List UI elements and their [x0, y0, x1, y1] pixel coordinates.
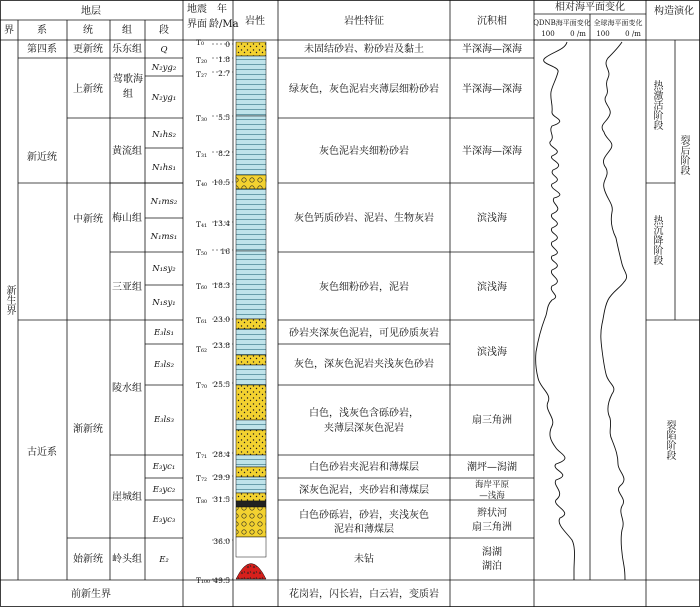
segment-e3ls2: E₃ls₂ — [153, 360, 175, 370]
header-qdnb-curve: QDNB海平面变化 — [533, 19, 591, 27]
segment-n2yg2: N₂yg₂ — [151, 63, 177, 73]
group-huangliu: 黄流组 — [112, 146, 142, 157]
segment-n1hs2: N₁hs₂ — [151, 130, 177, 140]
age-11: 25.5 — [213, 380, 230, 389]
header-sea-level: 相对海平面变化 — [555, 2, 625, 13]
lith-feature-4: 灰色钙质砂岩、泥岩、生物灰岩 — [294, 213, 434, 224]
segment-e3yc2: E₃yc₂ — [152, 485, 176, 495]
segment-e3yc3: E₃yc₃ — [152, 515, 176, 525]
group-yinggehai: 莺歌海组 — [113, 74, 143, 100]
facies-11b: 湖泊 — [482, 561, 502, 572]
facies-5: 滨浅海 — [477, 282, 507, 293]
facies-10b: 扇三角洲 — [472, 522, 512, 533]
lith-feature-6: 砂岩夹深灰色泥岩，可见砂质灰岩 — [289, 328, 439, 339]
segment-n1sy1: N₁sy₁ — [152, 298, 176, 308]
global-scale-100: 100 — [596, 30, 610, 38]
segment-n2yg1: N₂yg₁ — [151, 93, 177, 103]
horizon-t60: T₆₀ — [196, 282, 208, 291]
header-lith-features: 岩性特征 — [344, 16, 384, 27]
header-group: 组 — [122, 25, 132, 36]
lith-shale — [236, 477, 266, 493]
lith-gravel — [236, 507, 266, 537]
age-0: 0 — [225, 40, 230, 49]
lith-feature-3: 灰色泥岩夹细粉砂岩 — [319, 146, 409, 157]
header-series: 统 — [83, 25, 93, 36]
series-oligocene: 渐新统 — [73, 424, 103, 435]
facies-10a: 辫状河 — [477, 508, 507, 519]
era-pre-cenozoic: 前新生界 — [71, 589, 111, 600]
header-strata: 地层 — [81, 6, 101, 17]
group-lingshui: 陵水组 — [112, 383, 142, 394]
facies-2: 半深海—深海 — [462, 84, 522, 95]
header-system: 系 — [37, 25, 47, 36]
lith-feature-10: 深灰色泥岩，夹砂岩和薄煤层 — [299, 485, 429, 496]
tectonic-post-rift: 裂后阶段 — [678, 135, 689, 175]
horizon-t71: T₇₁ — [196, 451, 208, 460]
age-12: 28.4 — [213, 450, 230, 459]
horizon-t20: T₂₀ — [196, 56, 208, 65]
tectonic-thermal-subsidence: 热沉降阶段 — [651, 215, 662, 265]
facies-1: 半深海—深海 — [462, 44, 522, 55]
tectonic-rifting: 裂陷阶段 — [664, 420, 675, 460]
segment-n1ms1: N₁ms₁ — [150, 232, 178, 242]
header-lithology: 岩性 — [245, 16, 265, 27]
age-14: 31.5 — [213, 495, 230, 504]
group-yacheng: 崖城组 — [112, 492, 142, 503]
horizon-t50: T₅₀ — [196, 248, 208, 257]
group-sanya: 三亚组 — [112, 282, 142, 293]
age-3: 5.5 — [218, 113, 230, 122]
lith-granite — [236, 564, 266, 580]
age-16: 49.5 — [213, 576, 230, 585]
header-facies: 沉积相 — [477, 16, 507, 27]
segment-n1ms2: N₁ms₂ — [150, 197, 178, 207]
facies-11a: 潟湖 — [482, 547, 502, 558]
lith-undrilled — [236, 537, 266, 557]
segment-q: Q — [160, 45, 168, 55]
lith-sand — [236, 385, 266, 420]
lith-shale — [236, 420, 266, 430]
group-lingtou: 岭头组 — [112, 554, 142, 565]
lith-feature-9: 白色砂岩夹泥岩和薄煤层 — [309, 462, 419, 473]
series-upper-neogene: 上新统 — [73, 84, 103, 95]
header-global-curve: 全球海平面变化 — [593, 19, 643, 27]
horizon-t72: T₇₂ — [196, 474, 208, 483]
horizon-t80: T₈₀ — [196, 496, 208, 505]
header-segment: 段 — [159, 25, 169, 36]
qdnb-scale-100: 100 — [541, 30, 555, 38]
lith-feature-8a: 白色，浅灰色含砾砂岩， — [309, 408, 419, 419]
lith-gravel — [236, 175, 266, 189]
age-10: 23.8 — [213, 341, 230, 350]
lith-feature-13: 花岗岩，闪长岩，白云岩，变质岩 — [289, 589, 439, 600]
facies-8: 潮坪—潟湖 — [467, 462, 517, 473]
segment-e3yc1: E₃yc₁ — [152, 462, 176, 472]
lith-sand — [236, 493, 266, 501]
tectonic-thermal-activation: 热激活阶段 — [651, 80, 662, 130]
lith-shale — [236, 116, 266, 182]
lith-sand — [236, 355, 266, 365]
horizon-t0: T₀ — [196, 38, 205, 47]
lith-shale — [236, 189, 266, 251]
lith-sand — [236, 430, 266, 455]
qdnb-sea-level-curve — [536, 42, 575, 580]
group-meishan: 梅山组 — [112, 213, 142, 224]
lith-shale — [236, 56, 266, 116]
age-15: 36.0 — [213, 537, 230, 546]
horizon-t61: T₆₁ — [196, 316, 208, 325]
lith-sand — [236, 42, 266, 56]
system-quaternary: 第四系 — [27, 44, 57, 55]
era-cenozoic: 新生界 — [4, 285, 15, 315]
age-2: 2.7 — [218, 69, 230, 78]
facies-9b: —浅海 — [479, 491, 505, 501]
lith-feature-1: 未固结砂岩、粉砂岩及黏土 — [304, 44, 424, 55]
qdnb-scale-0: 0 /m — [570, 30, 586, 38]
header-tectonic: 构造演化 — [654, 6, 694, 17]
horizon-t62: T₆₂ — [196, 345, 208, 354]
lith-shale — [236, 251, 266, 319]
age-1: 1.8 — [218, 55, 230, 64]
lithology-column — [236, 42, 266, 579]
horizon-t31: T₃₁ — [196, 150, 208, 159]
global-sea-level-curve — [601, 42, 627, 580]
horizon-t100: T₁₀₀ — [196, 576, 211, 585]
lith-shale — [236, 455, 266, 467]
lith-shale — [236, 365, 266, 385]
segment-n1sy2: N₁sy₂ — [152, 264, 176, 274]
facies-9a: 海岸平原 — [474, 480, 510, 490]
lith-feature-8b: 夹薄层深灰色泥岩 — [324, 423, 404, 434]
lith-sand — [236, 467, 266, 477]
lith-feature-11b: 泥岩和薄煤层 — [334, 524, 394, 535]
facies-3: 半深海—深海 — [462, 146, 522, 157]
lith-feature-11a: 白色砂砾岩，砂岩，夹浅灰色 — [299, 510, 429, 521]
facies-4: 滨浅海 — [477, 213, 507, 224]
horizon-t41: T₄₁ — [196, 220, 208, 229]
age-7: 16 — [220, 247, 230, 256]
lith-feature-7: 灰色，深灰色泥岩夹浅灰色砂岩 — [294, 359, 434, 370]
lith-shale — [236, 329, 266, 355]
global-scale-0: 0 /m — [625, 30, 641, 38]
header-seismic: 地震界面 — [187, 4, 207, 30]
lith-coal — [236, 501, 266, 507]
group-ledong: 乐东组 — [112, 44, 142, 55]
horizon-t70: T₇₀ — [196, 381, 208, 390]
series-holocene: 更新统 — [73, 44, 103, 55]
lith-feature-12: 未钻 — [354, 554, 374, 565]
age-6: 13.4 — [213, 219, 230, 228]
age-5: 10.5 — [213, 178, 230, 187]
lith-sand — [236, 319, 266, 329]
segment-e2: E₂ — [159, 555, 169, 565]
horizon-t40: T₄₀ — [196, 179, 208, 188]
segment-n1hs1: N₁hs₁ — [151, 163, 177, 173]
horizon-t27: T₂₇ — [196, 70, 208, 79]
segment-e3ls3: E₃ls₃ — [153, 415, 175, 425]
lith-feature-2: 绿灰色，灰色泥岩夹薄层细粉砂岩 — [289, 84, 439, 95]
age-9: 23.0 — [213, 315, 230, 324]
header-age: 年龄/Ma — [209, 4, 239, 30]
age-8: 18.3 — [213, 281, 230, 290]
series-eocene: 始新统 — [73, 554, 103, 565]
header-era: 界 — [4, 25, 14, 36]
system-neogene: 新近统 — [27, 152, 57, 163]
horizon-t30: T₃₀ — [196, 114, 208, 123]
facies-6: 滨浅海 — [477, 347, 507, 358]
series-middle-neogene: 中新统 — [73, 214, 103, 225]
system-paleogene: 古近系 — [27, 447, 57, 458]
age-4: 8.2 — [218, 149, 230, 158]
facies-7: 扇三角洲 — [472, 415, 512, 426]
segment-e3ls1: E₃ls₁ — [153, 328, 175, 338]
age-13: 29.9 — [213, 473, 230, 482]
lith-feature-5: 灰色细粉砂岩，泥岩 — [319, 282, 409, 293]
